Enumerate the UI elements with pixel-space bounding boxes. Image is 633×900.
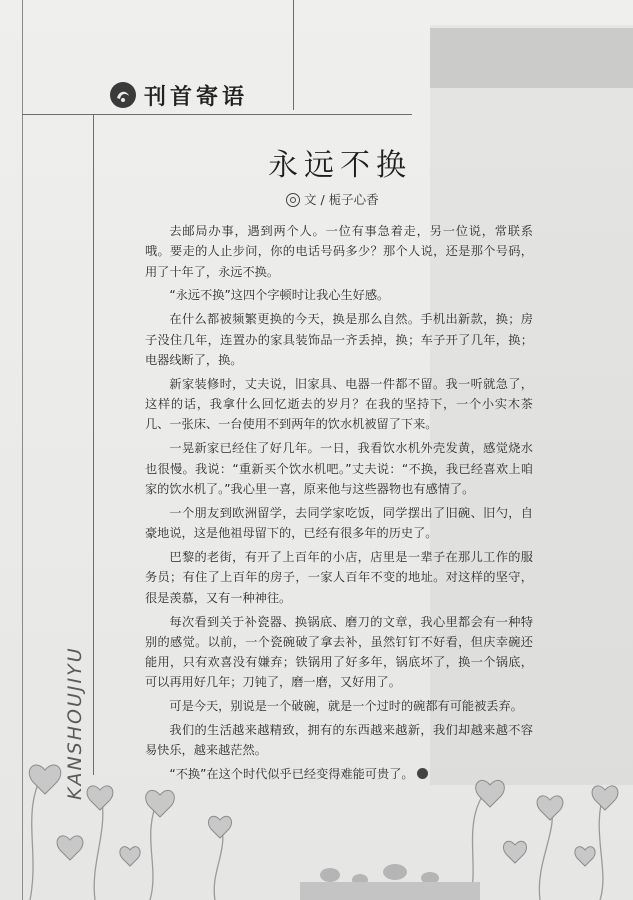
column-logo-icon	[110, 82, 136, 108]
show-through-band	[430, 28, 633, 88]
frame-line-top	[293, 0, 294, 110]
paragraph: 一个朋友到欧洲留学，去同学家吃饭，同学摆出了旧碗、旧勺，自豪地说，这是他祖母留下的，已经有很多年的历史了。	[145, 505, 533, 541]
paragraph-last-text: “不换”在这个时代似乎已经变得难能可贵了。	[169, 767, 414, 782]
article-title: 永远不换	[268, 148, 412, 183]
column-title: 刊首寄语	[144, 85, 249, 110]
paragraph: 去邮局办事，遇到两个人。一位有事急着走，另一位说，常联系哦。要走的人止步问，你的电话号码多少？那个人说，还是那个号码，用了十年了，永远不换。	[145, 224, 533, 279]
paragraph: 可是今天，别说是一个破碗，就是一个过时的碗都有可能被丢弃。	[169, 699, 523, 714]
byline-circle-icon	[286, 193, 300, 207]
paragraph: 新家装修时，丈夫说，旧家具、电器一件都不留。我一听就急了，这样的话，我拿什么回忆逝去的岁月？在我的坚持下，一个小实木茶几、一张床、一台使用不到两年的饮水机被留了下来。	[145, 376, 533, 432]
decorative-hearts-vines	[0, 700, 633, 900]
paragraph: 在什么都被频繁更换的今天，换是那么自然。手机出新款，换；房子没住几年，连置办的家具装饰品一齐丢掉，换；车子开了几年，换；电器线断了，换。	[145, 312, 533, 367]
paragraph: 每次看到关于补瓷器、换锅底、磨刀的文章，我心里都会有一种特别的感觉。以前，一个瓷碗破了拿去补，虽然钉钉不好看，但庆幸碗还能用，只有欢喜没有嫌弃；铁锅用了好多年，锅底坏了，换一个锅底，可以再用好几年；刀钝了，磨一磨，又好用了。	[145, 614, 533, 690]
frame-line-body	[93, 115, 94, 775]
column-pinyin-label: KANSHOUJIYU	[64, 646, 86, 800]
paragraph: 一晃新家已经住了好几年。一日，我看饮水机外壳发黄，感觉烧水也很慢。我说：“重新买个饮水机吧。”丈夫说：“不换，我已经喜欢上咱家的饮水机了。”我心里一喜，原来他与这些器物也有感情了。	[145, 441, 533, 496]
frame-line-header	[22, 114, 412, 115]
paragraph: “永远不换”这四个字顿时让我心生好感。	[169, 288, 390, 303]
paragraph: 巴黎的老街，有开了上百年的小店，店里是一辈子在那儿工作的服务员；有住了上百年的房子，一家人百年不变的地址。对这样的坚守，很是羡慕，又有一种神往。	[145, 550, 533, 605]
paragraph: 我们的生活越来越精致，拥有的东西越来越新，我们却越来越不容易快乐，越来越茫然。	[145, 723, 533, 758]
article-byline: 文 / 栀子心香	[304, 192, 379, 207]
